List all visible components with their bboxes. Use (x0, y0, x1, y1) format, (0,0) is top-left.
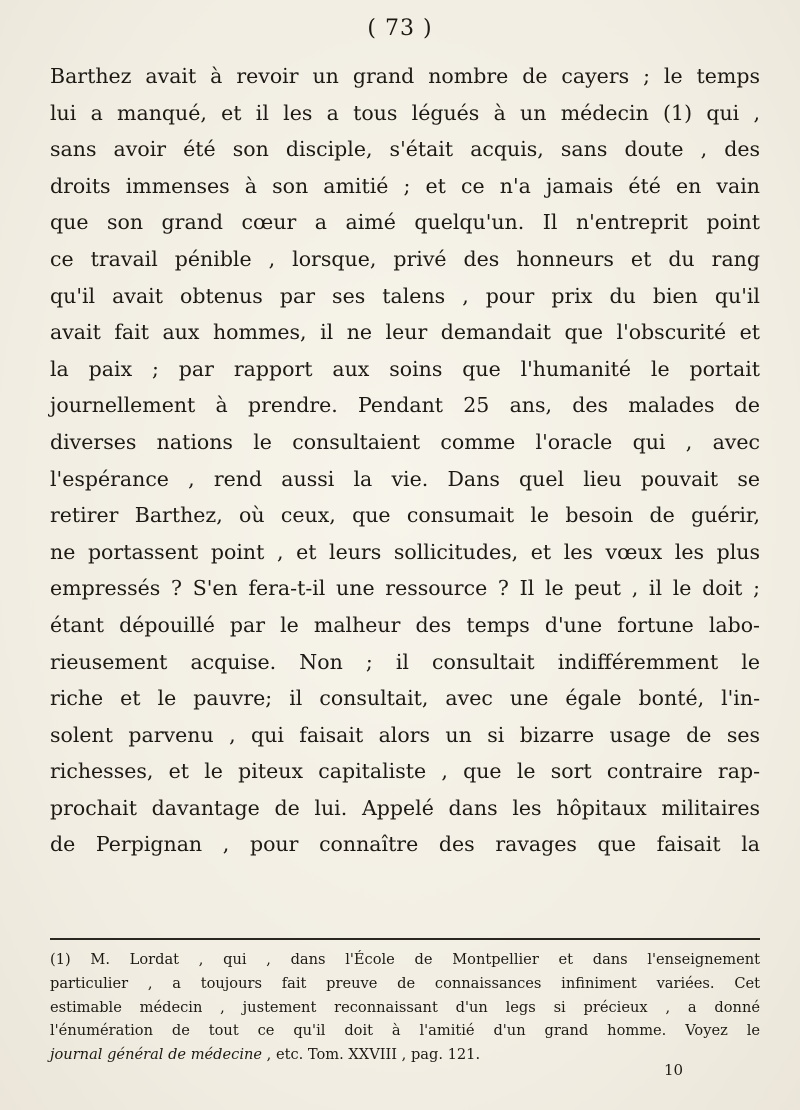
footnote-line: particulier , a toujours fait preuve de connaissances infiniment variées. Cet (50, 974, 760, 992)
body-line: de Perpignan , pour connaître des ravages que faisait la (50, 832, 760, 857)
body-line: rieusement acquise. Non ; il consultait indifféremment le (50, 649, 760, 674)
body-line: diverses nations le consultaient comme l'oracle qui , avec (50, 429, 760, 454)
body-line: retirer Barthez, où ceux, que consumait le besoin de guérir, (50, 503, 760, 528)
footnote (50, 948, 760, 1067)
footnote-divider (50, 938, 760, 940)
body-line: étant dépouillé par le malheur des temps d'une fortune labo- (50, 612, 760, 637)
body-line: l'espérance , rend aussi la vie. Dans quel lieu pouvait se (50, 466, 760, 491)
footnote-line: l'énumération de tout ce qu'il doit à l'amitié d'un grand homme. Voyez le (50, 1022, 760, 1040)
body-line: droits immenses à son amitié ; et ce n'a jamais été en vain (50, 173, 760, 198)
body-line: ne portassent point , et leurs sollicitudes, et les vœux les plus (50, 539, 760, 564)
signature-mark: 10 (664, 1061, 684, 1079)
footnote-citation: , etc. Tom. XXVIII , pag. 121. (262, 1046, 481, 1064)
body-line: Barthez avait à revoir un grand nombre de cayers ; le temps (50, 64, 760, 88)
footnote-line (50, 1043, 760, 1067)
body-line: sans avoir été son disciple, s'était acquis, sans doute , des (50, 137, 760, 162)
body-line: qu'il avait obtenus par ses talens , pour prix du bien qu'il (50, 283, 760, 308)
body-text (50, 58, 760, 863)
body-line: riche et le pauvre; il consultait, avec une égale bonté, l'in- (50, 686, 760, 711)
body-line: richesses, et le piteux capitaliste , que le sort contraire rap- (50, 759, 760, 784)
body-line: avait fait aux hommes, il ne leur demandait que l'obscurité et (50, 320, 760, 345)
body-line: ce travail pénible , lorsque, privé des honneurs et du rang (50, 246, 760, 271)
page-number: ( 73 ) (367, 16, 433, 41)
footnote-line: estimable médecin , justement reconnaissant d'un legs si précieux , a donné (50, 998, 760, 1016)
journal-title: journal général de médecine (50, 1046, 263, 1064)
body-line: empressés ? S'en fera-t-il une ressource ? Il le peut , il le doit ; (50, 576, 760, 601)
body-line: que son grand cœur a aimé quelqu'un. Il n'entreprit point (50, 210, 760, 235)
body-line: lui a manqué, et il les a tous légués à un médecin (1) qui , (50, 100, 760, 125)
body-line: solent parvenu , qui faisait alors un si bizarre usage de ses (50, 722, 760, 747)
body-line: la paix ; par rapport aux soins que l'humanité le portait (50, 356, 760, 381)
body-line: journellement à prendre. Pendant 25 ans, des malades de (50, 393, 760, 418)
footnote-line: (1) M. Lordat , qui , dans l'École de Montpellier et dans l'enseignement (50, 951, 760, 968)
body-line: prochait davantage de lui. Appelé dans les hôpitaux militaires (50, 795, 760, 820)
